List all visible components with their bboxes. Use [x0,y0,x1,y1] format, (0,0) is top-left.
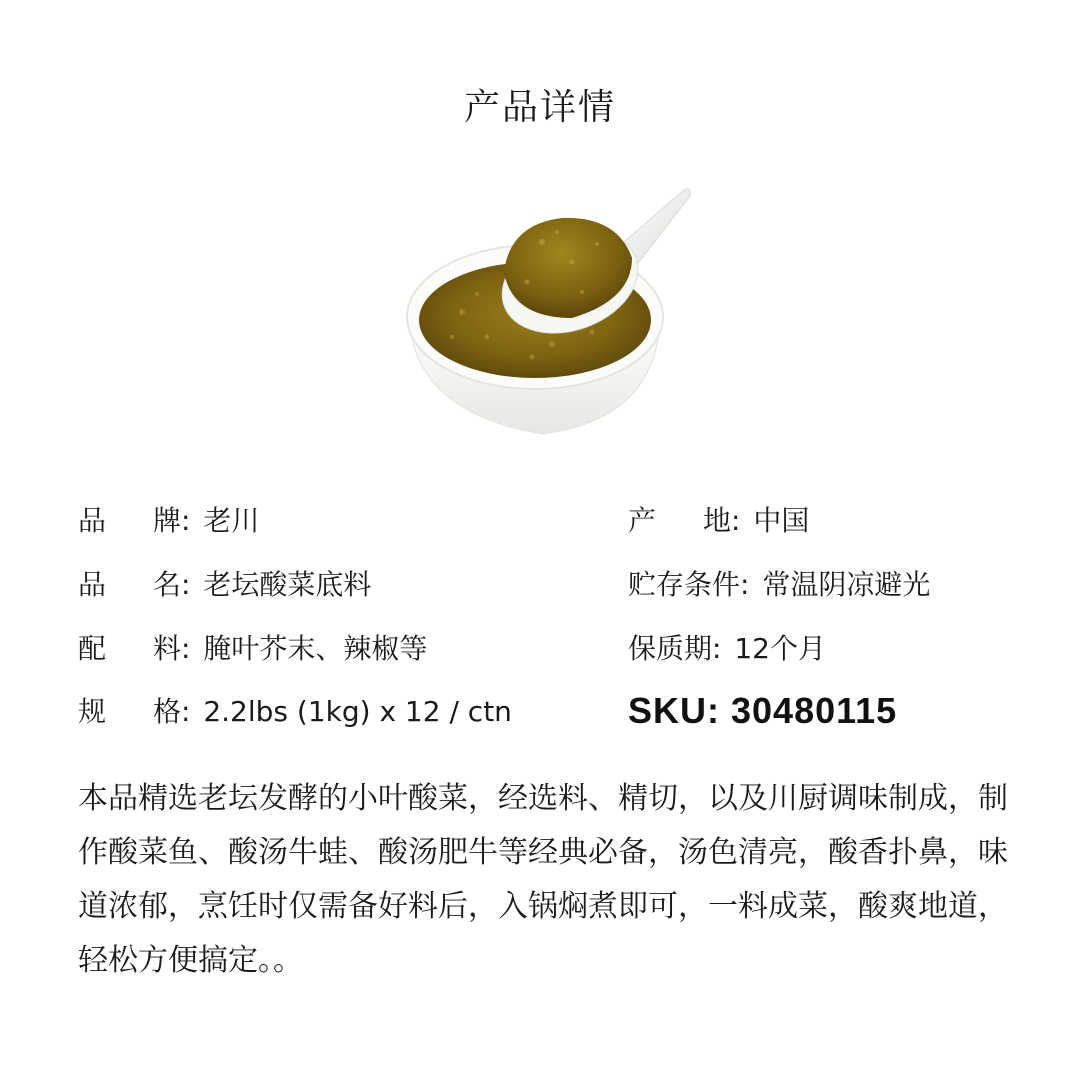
spec-shelf-life-label: 保质期 [628,632,713,665]
spec-size: 规 格: 2.2lbs (1kg) x 12 / ctn [78,692,512,732]
spec-storage-value: 常温阴凉避光 [762,568,931,601]
spec-brand-value: 老川 [203,504,260,537]
product-photo [392,172,702,452]
spec-product-name: 品 名: 老坛酸菜底料 [78,565,371,605]
spec-size-value: 2.2lbs (1kg) x 12 / ctn [203,695,512,728]
spec-brand-label: 品 牌 [78,504,181,537]
spec-origin-label: 产 地 [628,504,731,537]
spec-origin: 产 地: 中国 [628,501,809,541]
spec-size-label: 规 格 [78,695,181,728]
spec-shelf-life-value: 12个月 [734,632,826,665]
spec-storage-label: 贮存条件 [628,568,741,601]
page-title: 产品详情 [463,87,616,128]
spec-shelf-life: 保质期: 12个月 [628,629,826,669]
spec-ingredients-value: 腌叶芥末、辣椒等 [203,632,428,665]
spec-origin-value: 中国 [753,504,810,537]
spec-ingredients: 配 料: 腌叶芥末、辣椒等 [78,629,427,669]
sku-code: SKU: 30480115 [628,690,898,731]
spec-product-name-label: 品 名 [78,568,181,601]
spec-ingredients-label: 配 料 [78,632,181,665]
spec-product-name-value: 老坛酸菜底料 [203,568,372,601]
product-description: 本品精选老坛发酵的小叶酸菜，经选料、精切，以及川厨调味制成，制作酸菜鱼、酸汤牛蛙、酸汤肥牛等经典必备，汤色清亮，酸香扑鼻，味道浓郁，烹饪时仅需备好料后，入锅焖煮即可，一料成菜，酸爽地道，轻松方便搞定。。 [78,781,1008,978]
spec-storage: 贮存条件: 常温阴凉避光 [628,565,930,605]
spec-brand: 品 牌: 老川 [78,501,259,541]
